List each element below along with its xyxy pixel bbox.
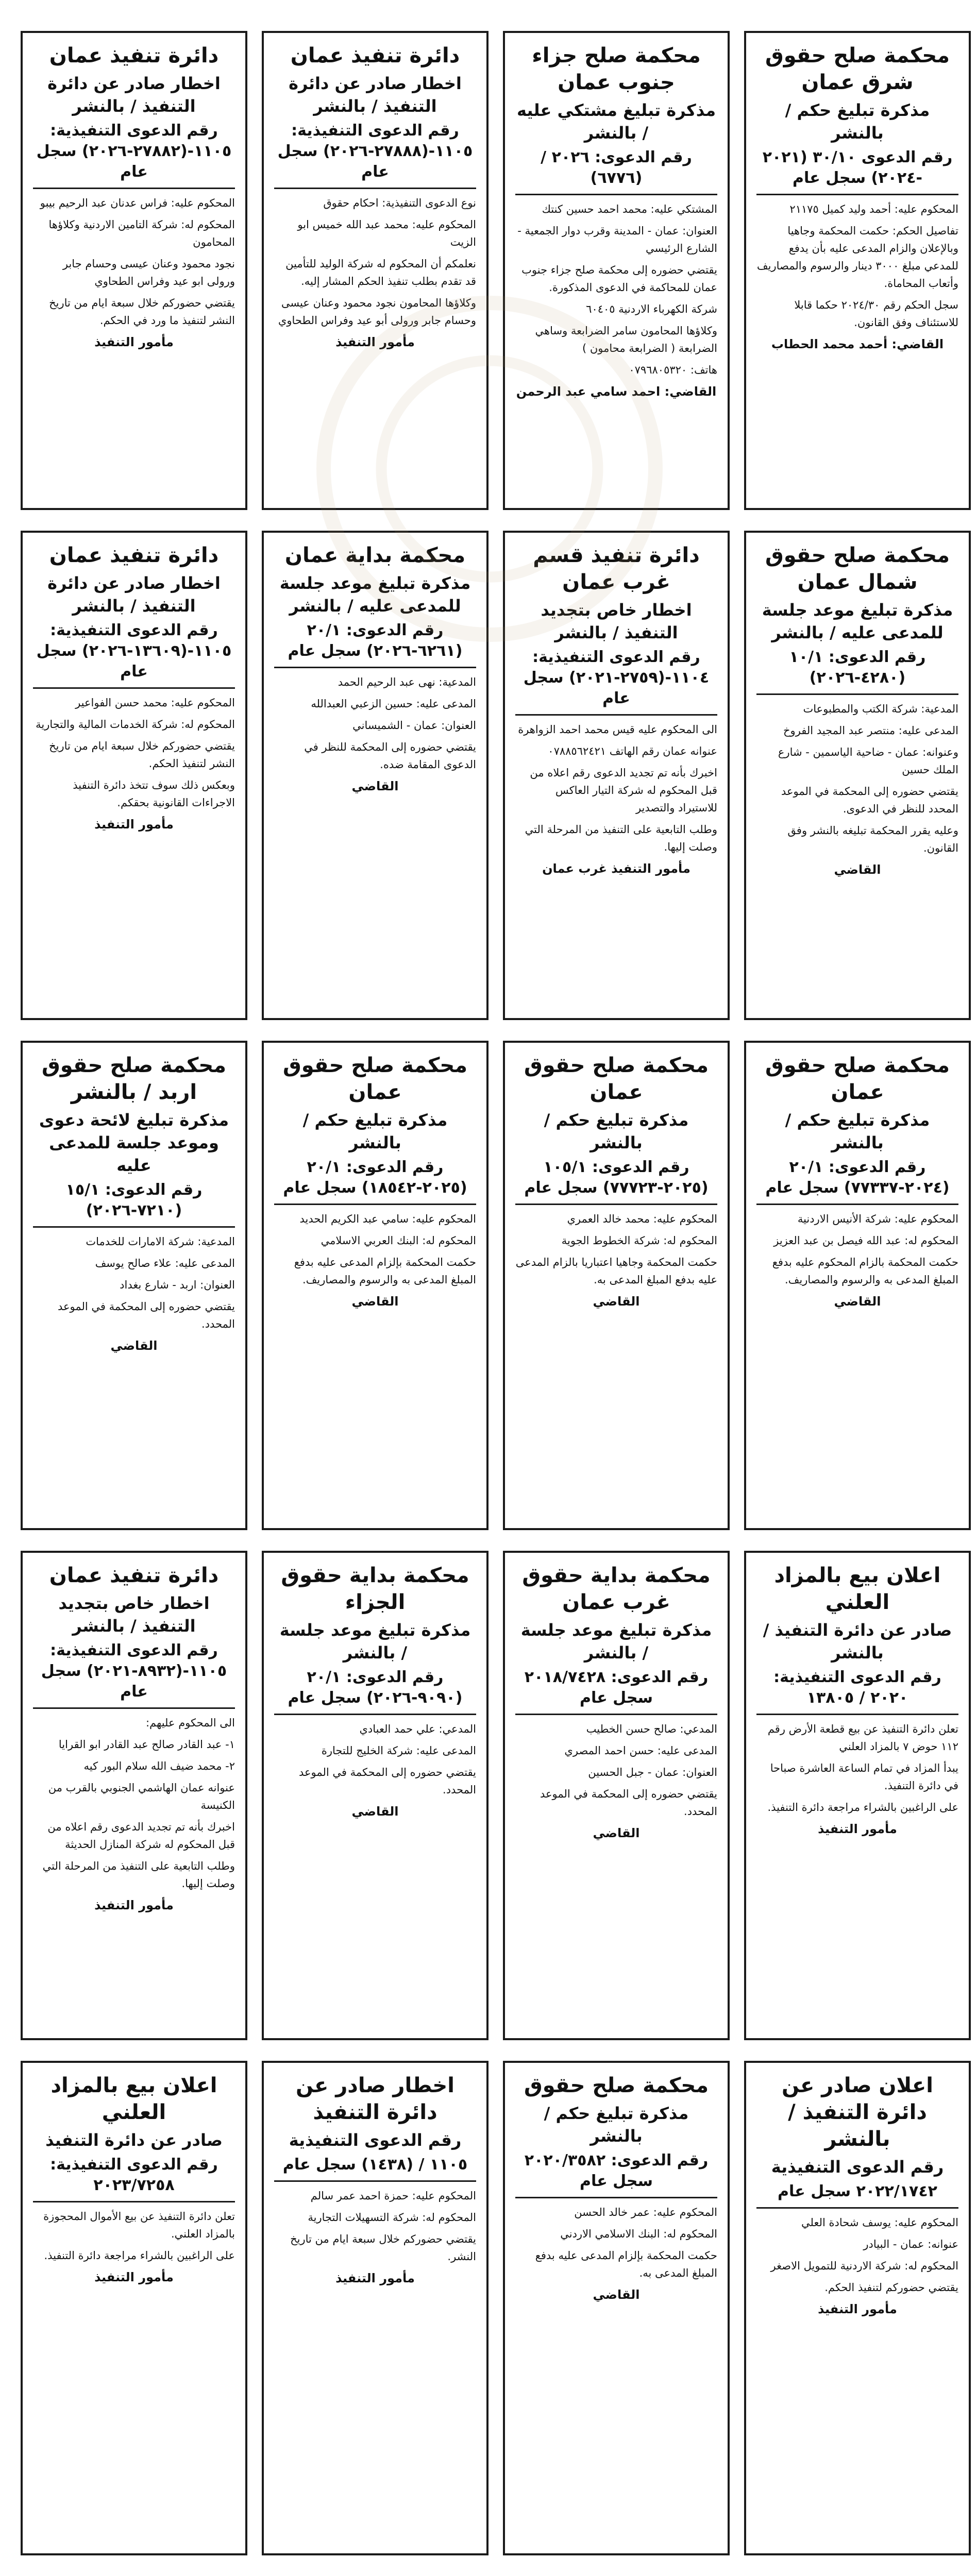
notice-type: مذكرة تبليغ حكم / بالنشر <box>544 1110 689 1153</box>
legal-notice <box>503 1551 730 2040</box>
notice-type: مذكرة تبليغ موعد جلسة / بالنشر <box>520 1620 712 1663</box>
notice-body-line: تعلن دائرة التنفيذ عن بيع قطعة الأرض رقم ١١٢ حوض ٧ بالمزاد العلني <box>767 1723 958 1753</box>
notice-type: اخطار خاص بتجديد التنفيذ / بالنشر <box>58 1594 210 1636</box>
notice-body-line: المدعي: صالح حسن الخطيب <box>586 1723 717 1735</box>
notice-type: اخطار صادر عن دائرة التنفيذ / بالنشر <box>289 74 462 116</box>
notice-signature: مأمور التنفيذ <box>94 335 174 349</box>
legal-notice <box>21 1551 247 2040</box>
notice-case-number: رقم الدعوى التنفيذية: ١١٠٥-(٢٧٨٨٢-٢٠٢٦) سجل عام <box>36 122 232 181</box>
notice-case-number: رقم الدعوى: ١٥/١ (٧٢١٠-٢٠٢٦) <box>65 1181 203 1219</box>
notice-signature: القاضي <box>593 1826 640 1840</box>
notice-body-line: تفاصيل الحكم: حكمت المحكمة وجاهيا وبالإعلان والزام المدعى عليه بأن يدفع للمدعي مبلغ ٣٠٠٠ دينار والرسوم والمصاريف وأتعاب المحاماة. <box>756 225 958 290</box>
notice-court-title: اعلان بيع بالمزاد العلني <box>50 2074 217 2124</box>
legal-notice <box>262 1041 488 1530</box>
notice-body-line: المحكوم عليه: أحمد وليد كميل ٢١١٧٥ <box>789 203 958 215</box>
notice-body-line: المحكوم له: شركة الخدمات المالية والتجارية <box>36 718 235 731</box>
notice-body-line: يقتضي حضوركم خلال سبعة ايام من تاريخ النشر لتنفيذ الحكم. <box>49 740 235 770</box>
notice-court-title: اعلان صادر عن دائرة التنفيذ / بالنشر <box>782 2074 933 2151</box>
notice-body-line: المحكوم عليه: محمد خالد العمري <box>567 1213 717 1225</box>
notice-signature: القاضي <box>351 1804 399 1819</box>
notice-case-number: رقم الدعوى التنفيذية: ١١٠٤-(٢٧٥٩-٢٠٢١) سجل عام <box>523 648 710 707</box>
notice-divider <box>756 1204 958 1205</box>
notice-case-number: رقم الدعوى: ٢٠/١ (٩٠٩٠-٢٠٢٦) سجل عام <box>288 1668 463 1707</box>
notice-body-line: عنوانه عمان رقم الهاتف ٠٧٨٨٥٦٢٤٢١ <box>548 745 717 757</box>
notice-case-number: رقم الدعوى: ٢٠٢٠/٣٥٨٢ سجل عام <box>524 2151 709 2190</box>
notice-signature: القاضي <box>593 1294 640 1309</box>
notice-body-line: المحكوم له: البنك الاسلامي الاردني <box>560 2228 717 2240</box>
notice-signature: مأمور التنفيذ <box>94 2270 174 2284</box>
legal-notice <box>262 2061 488 2555</box>
notice-divider <box>515 2197 717 2198</box>
notice-divider <box>515 194 717 195</box>
notice-type: مذكرة تبليغ موعد جلسة للمدعى عليه / بالنشر <box>762 600 953 642</box>
notice-court-title: دائرة تنفيذ عمان <box>49 44 219 67</box>
notice-body-line: على الراغبين بالشراء مراجعة دائرة التنفيذ. <box>44 2249 235 2262</box>
legal-notice <box>503 1041 730 1530</box>
notice-signature: القاضي <box>351 779 399 793</box>
notice-signature: مأمور التنفيذ <box>94 1898 174 1912</box>
notice-body-line: المحكوم له: شركة الاردنية للتمويل الاصغر <box>770 2260 958 2272</box>
notice-body-line: وعنوانه: عمان - ضاحية الياسمين - شارع الملك حسين <box>778 746 958 776</box>
notice-body-line: الى المحكوم عليهم: <box>145 1717 235 1729</box>
notice-body-line: المدعي: علي حمد العبادي <box>359 1723 476 1735</box>
notice-body-line: على الراغبين بالشراء مراجعة دائرة التنفيذ. <box>767 1801 958 1814</box>
notice-divider <box>274 2180 476 2182</box>
notice-signature: القاضي: احمد سامي عبد الرحمن <box>516 384 717 399</box>
notice-signature: مأمور التنفيذ <box>818 2302 897 2316</box>
notice-body-line: شركة الكهرباء الاردنية ٦٠٤٠٥ <box>586 303 717 315</box>
notice-body-line: المدعى عليه: علاء صالح يوسف <box>95 1257 235 1269</box>
notice-case-number: رقم الدعوى: ٢٠/١ (٢٠٢٥-١٨٥٤٢) سجل عام <box>283 1158 467 1197</box>
notice-case-number: ١١٠٥ / (١٤٣٨) سجل عام <box>282 2156 468 2174</box>
notice-divider <box>756 194 958 195</box>
notice-type: رقم الدعوى التنفيذية <box>771 2157 944 2177</box>
notice-body-line: عنوانه: عمان - البيادر <box>863 2238 958 2250</box>
legal-notice <box>21 31 247 510</box>
notice-body-line: اخبرك بأنه تم تجديد الدعوى رقم اعلاه من قبل المحكوم له شركة التيار العاكس للاستيراد والتصدير <box>530 767 717 814</box>
notice-body-line: المدعى عليه: حسن احمد المصري <box>564 1744 717 1757</box>
notice-signature: القاضي: أحمد محمد الحطاب <box>771 337 944 351</box>
notice-body-line: نجود محمود وعنان عيسى وحسام جابر ورولى ابو عيد وفراس الطحاوي <box>62 258 235 287</box>
notice-court-title: اعلان بيع بالمزاد العلني <box>774 1564 941 1614</box>
notice-body-line: المحكوم له: البنك العربي الاسلامي <box>321 1234 476 1247</box>
notice-body-line: وعليه يقرر المحكمة تبليغه بالنشر وفق القانون. <box>787 824 958 854</box>
notice-court-title: محكمة صلح حقوق عمان <box>524 1054 709 1104</box>
notice-divider <box>515 714 717 716</box>
notice-divider <box>515 1714 717 1715</box>
notice-type: اخطار صادر عن دائرة التنفيذ / بالنشر <box>47 74 221 116</box>
notice-body-line: الى المحكوم عليه قيس محمد احمد الزواهرة <box>518 723 717 736</box>
notice-body-line: المدعية: شركة الكتب والمطبوعات <box>803 703 958 715</box>
notice-signature: القاضي <box>834 862 881 877</box>
notice-type: مذكرة تبليغ حكم / بالنشر <box>785 100 930 143</box>
notice-court-title: محكمة صلح حقوق شمال عمان <box>765 544 950 594</box>
notice-body-line: المحكوم له: شركة التسهيلات التجارية <box>308 2211 476 2224</box>
notice-case-number: رقم الدعوى: ٢٠٢٦ / (٦٧٧٦) <box>541 148 692 187</box>
notice-body-line: يبدأ المزاد في تمام الساعة العاشرة صباحا في دائرة التنفيذ. <box>770 1762 958 1792</box>
notice-court-title: محكمة بداية حقوق غرب عمان <box>522 1564 711 1614</box>
notice-divider <box>756 2207 958 2209</box>
notice-case-number: رقم الدعوى: ٢٠١٨/٧٤٢٨ سجل عام <box>524 1668 709 1707</box>
notice-body-line: المدعى عليه: حسين الزعبي العبدالله <box>311 698 476 710</box>
notice-case-number: رقم الدعوى: ١٠٥/١ (٢٠٢٥-٧٧٧٢٣) سجل عام <box>524 1158 709 1197</box>
notice-body-line: وبعكس ذلك سوف تتخذ دائرة التنفيذ الاجراءات القانونية بحقكم. <box>73 779 235 809</box>
legal-notice <box>262 31 488 510</box>
notice-case-number: رقم الدعوى: ٢٠/١ (٢٠٢٤-٧٧٣٣٧) سجل عام <box>765 1158 950 1197</box>
notice-body-line: المحكوم عليه: حمزة احمد عمر سالم <box>310 2190 476 2202</box>
notice-divider <box>33 687 235 689</box>
notice-court-title: دائرة تنفيذ عمان <box>49 544 219 567</box>
notice-type: مذكرة تبليغ مشتكي عليه / بالنشر <box>517 100 716 143</box>
legal-notice <box>744 1551 971 2040</box>
notice-body-line: هاتف: ٠٧٩٦٨٠٥٣٢٠ <box>629 364 717 376</box>
notice-court-title: محكمة صلح حقوق اربد / بالنشر <box>41 1054 227 1104</box>
notice-body-line: يقتضي حضوره إلى المحكمة في الموعد المحدد. <box>540 1788 717 1818</box>
notice-type: مذكرة تبليغ حكم / بالنشر <box>785 1110 930 1153</box>
legal-notice <box>21 1041 247 1530</box>
notice-divider <box>756 693 958 695</box>
notice-case-number: رقم الدعوى التنفيذية: ١١٠٥-(٨٩٣٢-٢٠٢١) سجل عام <box>41 1641 227 1701</box>
notice-signature: مأمور التنفيذ <box>335 335 415 349</box>
notice-divider <box>756 1714 958 1715</box>
notice-body-line: ١- عبد القادر صالح عبد القادر ابو القرايا <box>58 1738 235 1751</box>
notice-case-number: رقم الدعوى التنفيذية: ٢٠٢٣/٧٢٥٨ <box>50 2156 218 2194</box>
notice-body-line: حكمت المحكمة وجاهيا اعتباريا بالزام المدعى عليه بدفع المبلغ المدعى به. <box>515 1256 717 1286</box>
legal-notice <box>21 531 247 1020</box>
notice-court-title: محكمة بداية عمان <box>284 544 466 567</box>
notice-body-line: تعلن دائرة التنفيذ عن بيع الأموال المحجوزة بالمزاد العلني. <box>43 2210 235 2240</box>
notice-body-line: العنوان: عمان - الشميساني <box>352 719 476 732</box>
notice-body-line: ٢- محمد ضيف الله سلام البور كيه <box>83 1760 235 1772</box>
notice-divider <box>33 1707 235 1709</box>
legal-notice <box>503 31 730 510</box>
notice-body-line: وطلب التابعية على التنفيذ من المرحلة التي وصلت إليها. <box>525 823 717 853</box>
notice-type: مذكرة تبليغ لائحة دعوى وموعد جلسة للمدعى عليه <box>39 1110 229 1175</box>
notice-court-title: محكمة صلح حقوق <box>524 2074 709 2097</box>
notice-body-line: المحكوم عليه: شركة الأنيس الاردنية <box>797 1213 958 1225</box>
notice-signature: مأمور التنفيذ <box>335 2271 415 2285</box>
notice-body-line: وطلب التابعية على التنفيذ من المرحلة التي وصلت إليها. <box>42 1860 235 1890</box>
notice-body-line: يقتضي حضوره إلى محكمة صلح جزاء جنوب عمان للمحاكمة في الدعوى المذكورة. <box>521 264 717 294</box>
legal-notice <box>744 531 971 1020</box>
notice-court-title: محكمة صلح جزاء جنوب عمان <box>532 44 701 94</box>
notice-body-line: العنوان: عمان - جبل الحسين <box>588 1766 717 1778</box>
notice-body-line: يقتضي حضوركم خلال سبعة ايام من تاريخ النشر. <box>290 2233 476 2263</box>
notice-type: مذكرة تبليغ موعد جلسة للمدعى عليه / بالنشر <box>279 573 471 616</box>
notice-signature: القاضي <box>110 1338 158 1353</box>
notice-court-title: محكمة صلح حقوق عمان <box>282 1054 468 1104</box>
legal-notice <box>744 2061 971 2555</box>
notice-divider <box>515 1204 717 1205</box>
notice-court-title: محكمة صلح حقوق شرق عمان <box>765 44 950 94</box>
notice-body-line: سجل الحكم رقم ٢٠٢٤/٣٠ حكما قابلا للاستئناف وفق القانون. <box>794 299 958 329</box>
notice-type: مذكرة تبليغ حكم / بالنشر <box>302 1110 448 1153</box>
notice-body-line: نوع الدعوى التنفيذية: احكام حقوق <box>323 197 476 209</box>
notice-body-line: يقتضي حضوره إلى المحكمة للنظر في الدعوى المقامة ضده. <box>304 741 476 771</box>
notice-body-line: المحكوم له: شركة التامين الاردنية وكلاؤها المحامون <box>48 218 235 248</box>
notice-court-title: دائرة تنفيذ عمان <box>49 1564 219 1587</box>
notice-type: مذكرة تبليغ حكم / بالنشر <box>544 2104 689 2146</box>
notice-court-title: اخطار صادر عن دائرة التنفيذ <box>296 2074 454 2124</box>
notice-body-line: عنوانه عمان الهاشمي الجنوبي بالقرب من الكنيسة <box>48 1782 235 1811</box>
notice-signature: القاضي <box>834 1294 881 1309</box>
notice-body-line: اخبرك بأنه تم تجديد الدعوى رقم اعلاه من قبل المحكوم له شركة المنازل الحديثة <box>47 1821 235 1851</box>
notice-body-line: المحكوم له: عبد الله فيصل بن عبد العزيز <box>773 1234 958 1247</box>
notice-body-line: المدعية: شركة الامارات للخدمات <box>86 1235 235 1248</box>
notice-signature: مأمور التنفيذ <box>94 817 174 832</box>
notice-type: اخطار خاص بتجديد التنفيذ / بالنشر <box>541 600 692 642</box>
legal-notice <box>503 531 730 1020</box>
notice-body-line: المحكوم عليه: محمد حسن الفواعير <box>75 697 235 709</box>
notice-body-line: حكمت المحكمة بإلزام المدعى عليه بدفع المبلغ المدعى به والرسوم والمصاريف. <box>294 1256 476 1286</box>
notice-type: مذكرة تبليغ موعد جلسة / بالنشر <box>279 1620 471 1663</box>
notice-court-title: محكمة بداية حقوق الجزاء <box>281 1564 469 1614</box>
notice-type: صادر عن دائرة التنفيذ <box>45 2130 223 2150</box>
notice-body-line: يقتضي حضوره إلى المحكمة في الموعد المحدد للنظر في الدعوى. <box>781 785 958 815</box>
notice-case-number: رقم الدعوى التنفيذية: ١١٠٥-(٢٧٨٨٨-٢٠٢٦) سجل عام <box>277 122 473 181</box>
notice-body-line: المحكوم عليه: يوسف شحادة العلي <box>801 2216 958 2229</box>
notice-body-line: المحكوم له: شركة الخطوط الجوية <box>561 1234 717 1247</box>
notice-court-title: دائرة تنفيذ قسم غرب عمان <box>533 544 700 594</box>
notice-case-number: رقم الدعوى: ٢٠/١ (٦٢٦١-٢٠٢٦) سجل عام <box>288 621 463 660</box>
notice-signature: مأمور التنفيذ <box>818 1822 897 1836</box>
notice-case-number: رقم الدعوى ٣٠/١٠ (٢٠٢١ -٢٠٢٤) سجل عام <box>762 148 953 187</box>
notice-case-number: ٢٠٢٢/١٧٤٢ سجل عام <box>778 2182 937 2200</box>
notice-type: رقم الدعوى التنفيذية <box>289 2130 462 2150</box>
notice-divider <box>274 1204 476 1205</box>
notice-body-line: المشتكي عليه: محمد احمد حسين كنتك <box>542 203 717 215</box>
notice-body-line: المحكوم عليه: محمد عبد الله خميس ابو الزيت <box>297 218 476 248</box>
notice-divider <box>274 667 476 668</box>
notice-body-line: المحكوم عليه: سامي عبد الكريم الحديد <box>299 1213 476 1225</box>
notice-body-line: يقتضي حضوركم خلال سبعة ايام من تاريخ النشر لتنفيذ ما ورد في الحكم. <box>49 297 235 327</box>
notice-case-number: رقم الدعوى: ١٠/١ (٤٢٨٠-٢٠٢٦) <box>789 648 926 687</box>
notice-court-title: دائرة تنفيذ عمان <box>290 44 460 67</box>
legal-notice <box>744 31 971 510</box>
notice-body-line: وكلاؤها المحامون سامر الضرابعة وساهي الضرابعة ( الضرابعة محامون ) <box>535 325 717 354</box>
notice-body-line: يقتضي حضوره إلى المحكمة في الموعد المحدد. <box>298 1766 476 1796</box>
legal-notice <box>744 1041 971 1530</box>
notice-body-line: العنوان: عمان - المدينة وقرب دوار الجمعية - الشارع الرئيسي <box>517 225 717 255</box>
notice-body-line: وكلاؤها المحامون نجود محمود وعنان عيسى وحسام جابر ورولى أبو عيد وفراس الطحاوي <box>278 297 476 327</box>
notice-body-line: العنوان: اربد - شارع بغداد <box>120 1279 235 1291</box>
notice-body-line: حكمت المحكمة بإلزام المدعى عليه بدفع المبلغ المدعى به. <box>535 2249 717 2279</box>
notice-signature: القاضي <box>593 2287 640 2302</box>
notice-divider <box>33 1226 235 1228</box>
legal-notice <box>262 531 488 1020</box>
notice-body-line: المحكوم عليه: فراس عدنان عبد الرحيم بيبو <box>40 197 235 209</box>
notice-case-number: رقم الدعوى التنفيذية: ٢٠٢٠ / ١٣٨٠٥ <box>773 1668 941 1707</box>
notice-body-line: المدعى عليه: شركة الخليج للتجارة <box>321 1744 476 1757</box>
notice-body-line: يقتضي حضوركم لتنفيذ الحكم. <box>824 2281 958 2294</box>
notice-divider <box>274 188 476 189</box>
notice-body-line: حكمت المحكمة بالزام المحكوم عليه بدفع المبلغ المدعى به والرسوم والمصاريف. <box>772 1256 958 1286</box>
notice-body-line: المدعية: نهى عبد الرحيم الحمد <box>338 676 476 688</box>
legal-notice <box>503 2061 730 2555</box>
notice-body-line: المحكوم عليه: عمر خالد الحسن <box>574 2206 717 2218</box>
legal-notice <box>21 2061 247 2555</box>
notice-divider <box>33 2201 235 2202</box>
notice-body-line: المدعى عليه: منتصر عبد المجيد الفروخ <box>783 724 958 737</box>
notice-case-number: رقم الدعوى التنفيذية: ١١٠٥-(١٣٦٠٩-٢٠٢٦) سجل عام <box>36 621 232 681</box>
notice-divider <box>274 1714 476 1715</box>
notice-signature: القاضي <box>351 1294 399 1309</box>
notice-signature: مأمور التنفيذ غرب عمان <box>542 861 690 876</box>
legal-notice <box>262 1551 488 2040</box>
notice-body-line: يقتضي حضوره إلى المحكمة في الموعد المحدد. <box>57 1300 235 1330</box>
notice-type: اخطار صادر عن دائرة التنفيذ / بالنشر <box>47 573 221 616</box>
notice-court-title: محكمة صلح حقوق عمان <box>765 1054 950 1104</box>
notice-divider <box>33 188 235 189</box>
notice-type: صادر عن دائرة التنفيذ / بالنشر <box>763 1620 952 1663</box>
notice-body-line: نعلمكم أن المحكوم له شركة الوليد للتأمين قد تقدم بطلب تنفيذ الحكم المشار إليه. <box>285 258 476 287</box>
